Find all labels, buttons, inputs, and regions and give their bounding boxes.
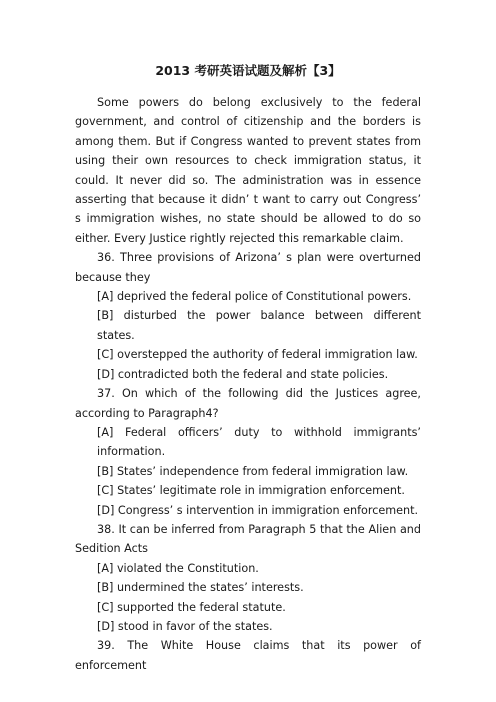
question-37-option-a: [A] Federal officers’ duty to withhold immigrants’ information. <box>97 425 421 459</box>
question-37-option-b: [B] States’ independence from federal immigration law. <box>97 464 409 478</box>
document-body <box>75 93 421 675</box>
question-37-option-c: [C] States’ legitimate role in immigration enforcement. <box>97 484 405 498</box>
question-38-stem: 38. It can be inferred from Paragraph 5 that the Alien and Sedition Acts <box>75 522 421 556</box>
question-39-stem: 39. The White House claims that its power of enforcement <box>75 639 421 672</box>
question-37-option-d: [D] Congress’ s intervention in immigration enforcement. <box>97 503 419 517</box>
question-38-option-b: [B] undermined the states’ interests. <box>97 581 304 595</box>
question-38-option-c: [C] supported the federal statute. <box>97 600 286 614</box>
question-38-option-a: [A] violated the Constitution. <box>97 561 259 575</box>
question-37-stem: 37. On which of the following did the Justices agree, according to Paragraph4? <box>75 387 421 420</box>
question-36-option-c: [C] overstepped the authority of federal immigration law. <box>97 348 418 362</box>
question-36-option-a: [A] deprived the federal police of Constitutional powers. <box>97 290 412 304</box>
question-36-stem: 36. Three provisions of Arizona’ s plan were overturned because they <box>75 251 421 284</box>
page-title: 2013 考研英语试题及解析【3】 <box>155 63 341 78</box>
passage-paragraph: Some powers do belong exclusively to the federal government, and control of citizenship and the borders is among them. But if Congress wanted to prevent states from using their own resources to check immigration status, it could. It never did so. The administration was in essence asserting that because it didn’ t want to carry out Congress’ s immigration wishes, no state should be allowed to do so either. Every Justice rightly rejected this remarkable claim. <box>75 96 421 245</box>
question-38-option-d: [D] stood in favor of the states. <box>97 619 273 633</box>
question-36-option-b: [B] disturbed the power balance between different states. <box>97 309 421 342</box>
question-36-option-d: [D] contradicted both the federal and state policies. <box>97 367 389 381</box>
